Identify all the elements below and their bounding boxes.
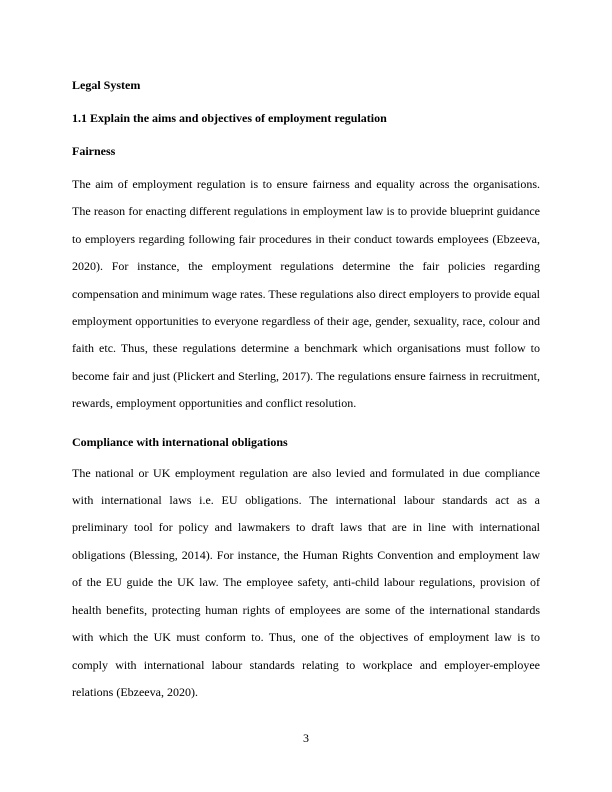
subsection-heading-fairness: Fairness [72,144,116,158]
paragraph-fairness: The aim of employment regulation is to ensure fairness and equality across the organisations. The reason for enacting different regulations in employment law is to provide blueprint guidance to employers regarding following fair procedures in their conduct towards employees (Ebzeeva, 2020). For instance, the employment regulations determine the fair policies regarding compensation and minimum wage rates. These regulations also direct employers to provide equal employment opportunities to everyone regardless of their age, gender, sexuality, race, colour and faith etc. Thus, these regulations determine a benchmark which organisations must follow to become fair and just (Plickert and Sterling, 2017). The regulations ensure fairness in recruitment, rewards, employment opportunities and conflict resolution. [72,177,540,411]
subsection-heading-compliance: Compliance with international obligations [72,434,288,449]
page-content [72,78,540,706]
paragraph-compliance: The national or UK employment regulation are also levied and formulated in due compliance with international laws i.e. EU obligations. The international labour standards act as a preliminary tool for policy and lawmakers to draft laws that are in line with international obligations (Blessing, 2014). For instance, the Human Rights Convention and employment law of the EU guide the UK law. The employee safety, anti-child labour regulations, provision of health benefits, protecting human rights of employees are some of the international standards with which the UK must conform to. Thus, one of the objectives of employment law is to comply with international labour standards relating to workplace and employer-employee relations (Ebzeeva, 2020). [72,465,540,699]
section-heading: 1.1 Explain the aims and objectives of employment regulation [72,111,387,125]
page-number: 3 [303,731,309,745]
document-title: Legal System [72,78,141,92]
